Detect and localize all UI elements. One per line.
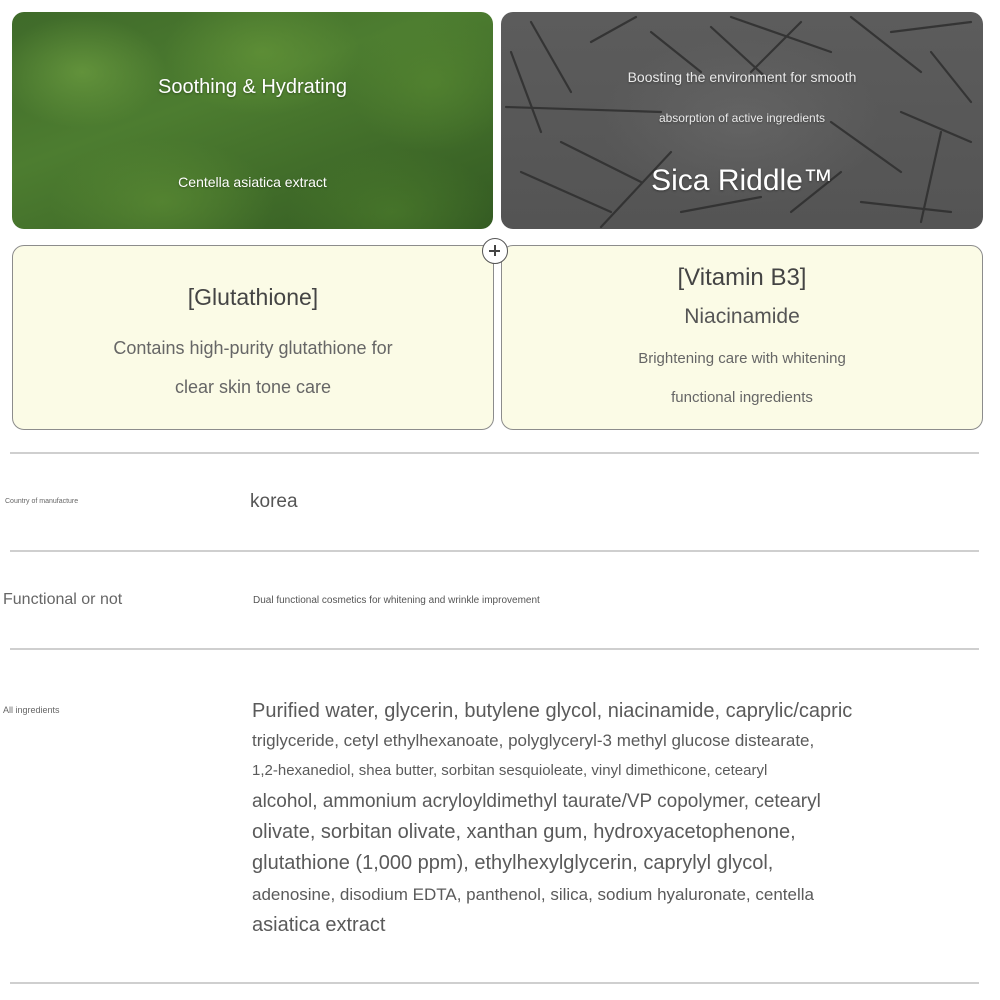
sica-card-line1: Boosting the environment for smooth (627, 69, 857, 85)
glutathione-title: [Glutathione] (187, 284, 319, 310)
country-value: korea (250, 491, 298, 512)
divider (10, 550, 979, 552)
ingredients-label: All ingredients (3, 705, 60, 715)
divider (10, 648, 979, 650)
vitamin-b3-desc-line1: Brightening care with whitening (638, 350, 846, 367)
divider (10, 452, 979, 454)
sica-riddle-image-card (501, 12, 983, 229)
centella-image-card (12, 12, 493, 229)
ingredients-line: Purified water, glycerin, butylene glycol, niacinamide, caprylic/capric (252, 700, 853, 722)
ingredients-line: glutathione (1,000 ppm), ethylhexylglycerin, caprylyl glycol, (252, 852, 774, 874)
ingredients-line: alcohol, ammonium acryloyldimethyl taurate/VP copolymer, cetearyl (252, 791, 821, 812)
ingredients-line: adenosine, disodium EDTA, panthenol, silica, sodium hyaluronate, centella (252, 885, 814, 904)
ingredients-list (252, 696, 992, 941)
ingredients-line: olivate, sorbitan olivate, xanthan gum, hydroxyacetophenone, (252, 821, 796, 843)
vitamin-b3-card (501, 245, 983, 430)
glutathione-card (12, 245, 494, 430)
plus-circle-icon (482, 238, 508, 264)
sica-card-line2: absorption of active ingredients (658, 111, 826, 125)
glutathione-desc-line2: clear skin tone care (174, 377, 332, 397)
ingredients-line: triglyceride, cetyl ethylhexanoate, polyglyceryl-3 methyl glucose distearate, (252, 731, 815, 750)
vitamin-b3-subtitle: Niacinamide (684, 305, 800, 328)
divider (10, 982, 979, 984)
functional-value: Dual functional cosmetics for whitening and wrinkle improvement (253, 595, 540, 606)
glutathione-desc-line1: Contains high-purity glutathione for (113, 338, 393, 358)
ingredients-line: asiatica extract (252, 914, 386, 936)
country-label: Country of manufacture (5, 498, 79, 505)
centella-card-subtitle: Centella asiatica extract (178, 174, 327, 190)
vitamin-b3-desc-line2: functional ingredients (671, 389, 813, 406)
centella-card-title: Soothing & Hydrating (157, 76, 347, 98)
functional-label: Functional or not (3, 591, 123, 608)
vitamin-b3-title: [Vitamin B3] (677, 264, 807, 291)
ingredients-line: 1,2-hexanediol, shea butter, sorbitan sesquioleate, vinyl dimethicone, cetearyl (252, 762, 768, 779)
sica-card-title: Sica Riddle™ (651, 164, 833, 197)
